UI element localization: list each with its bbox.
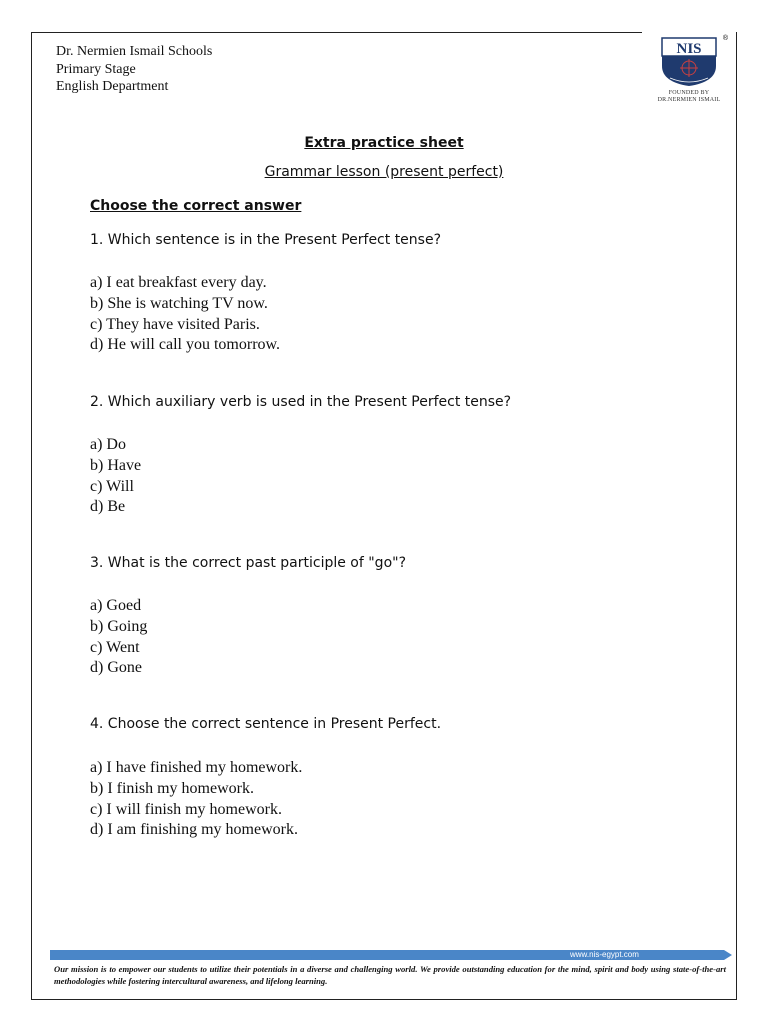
sheet-title: Extra practice sheet [304, 135, 464, 151]
nis-shield-icon [660, 36, 718, 88]
nis-logo: ® NIS FOUNDED BY DR.NERMIEN ISMAIL [642, 36, 736, 108]
footer-url[interactable]: www.nis-egypt.com [570, 950, 639, 959]
option-2d: d) Be [90, 498, 126, 516]
question-2: 2. Which auxiliary verb is used in the Present Perfect tense? [90, 394, 512, 410]
option-1b: b) She is watching TV now. [90, 294, 268, 312]
sheet-subtitle: Grammar lesson (present perfect) [264, 164, 504, 180]
option-2a: a) Do [90, 436, 126, 453]
option-2c: c) Will [90, 477, 134, 495]
option-4b: b) I finish my homework. [90, 779, 254, 797]
option-3b: b) Going [90, 617, 148, 635]
options-3 [90, 596, 147, 679]
question-1: 1. Which sentence is in the Present Perfect tense? [90, 232, 442, 248]
option-1c: c) They have visited Paris. [90, 315, 260, 333]
mission-statement: Our mission is to empower our students to utilize their potentials in a diverse and challenging world. We provide outstanding education for the mind, spirit and body using state-of-the-art methodologies while fostering intercultural awareness, and lifelong learning. [54, 964, 726, 986]
logo-caption: FOUNDED BY DR.NERMIEN ISMAIL [657, 90, 721, 103]
option-4a: a) I have finished my homework. [90, 759, 303, 776]
options-1 [90, 273, 280, 356]
option-1d: d) He will call you tomorrow. [90, 336, 281, 354]
option-3a: a) Goed [90, 597, 142, 614]
option-2b: b) Have [90, 456, 142, 474]
school-name: Dr. Nermien Ismail Schools [56, 44, 213, 59]
question-4: 4. Choose the correct sentence in Present Perfect. [90, 716, 442, 732]
school-department: English Department [56, 79, 169, 94]
question-3: 3. What is the correct past participle of "go"? [90, 555, 407, 571]
option-1a: a) I eat breakfast every day. [90, 274, 267, 291]
school-stage: Primary Stage [56, 61, 136, 77]
svg-text:NIS: NIS [676, 41, 702, 57]
instructions: Choose the correct answer [90, 198, 302, 214]
options-2 [90, 435, 141, 518]
option-3c: c) Went [90, 638, 140, 656]
options-4 [90, 758, 302, 841]
option-3d: d) Gone [90, 659, 142, 677]
school-header [56, 43, 212, 96]
option-4d: d) I am finishing my homework. [90, 821, 298, 839]
option-4c: c) I will finish my homework. [90, 800, 282, 818]
